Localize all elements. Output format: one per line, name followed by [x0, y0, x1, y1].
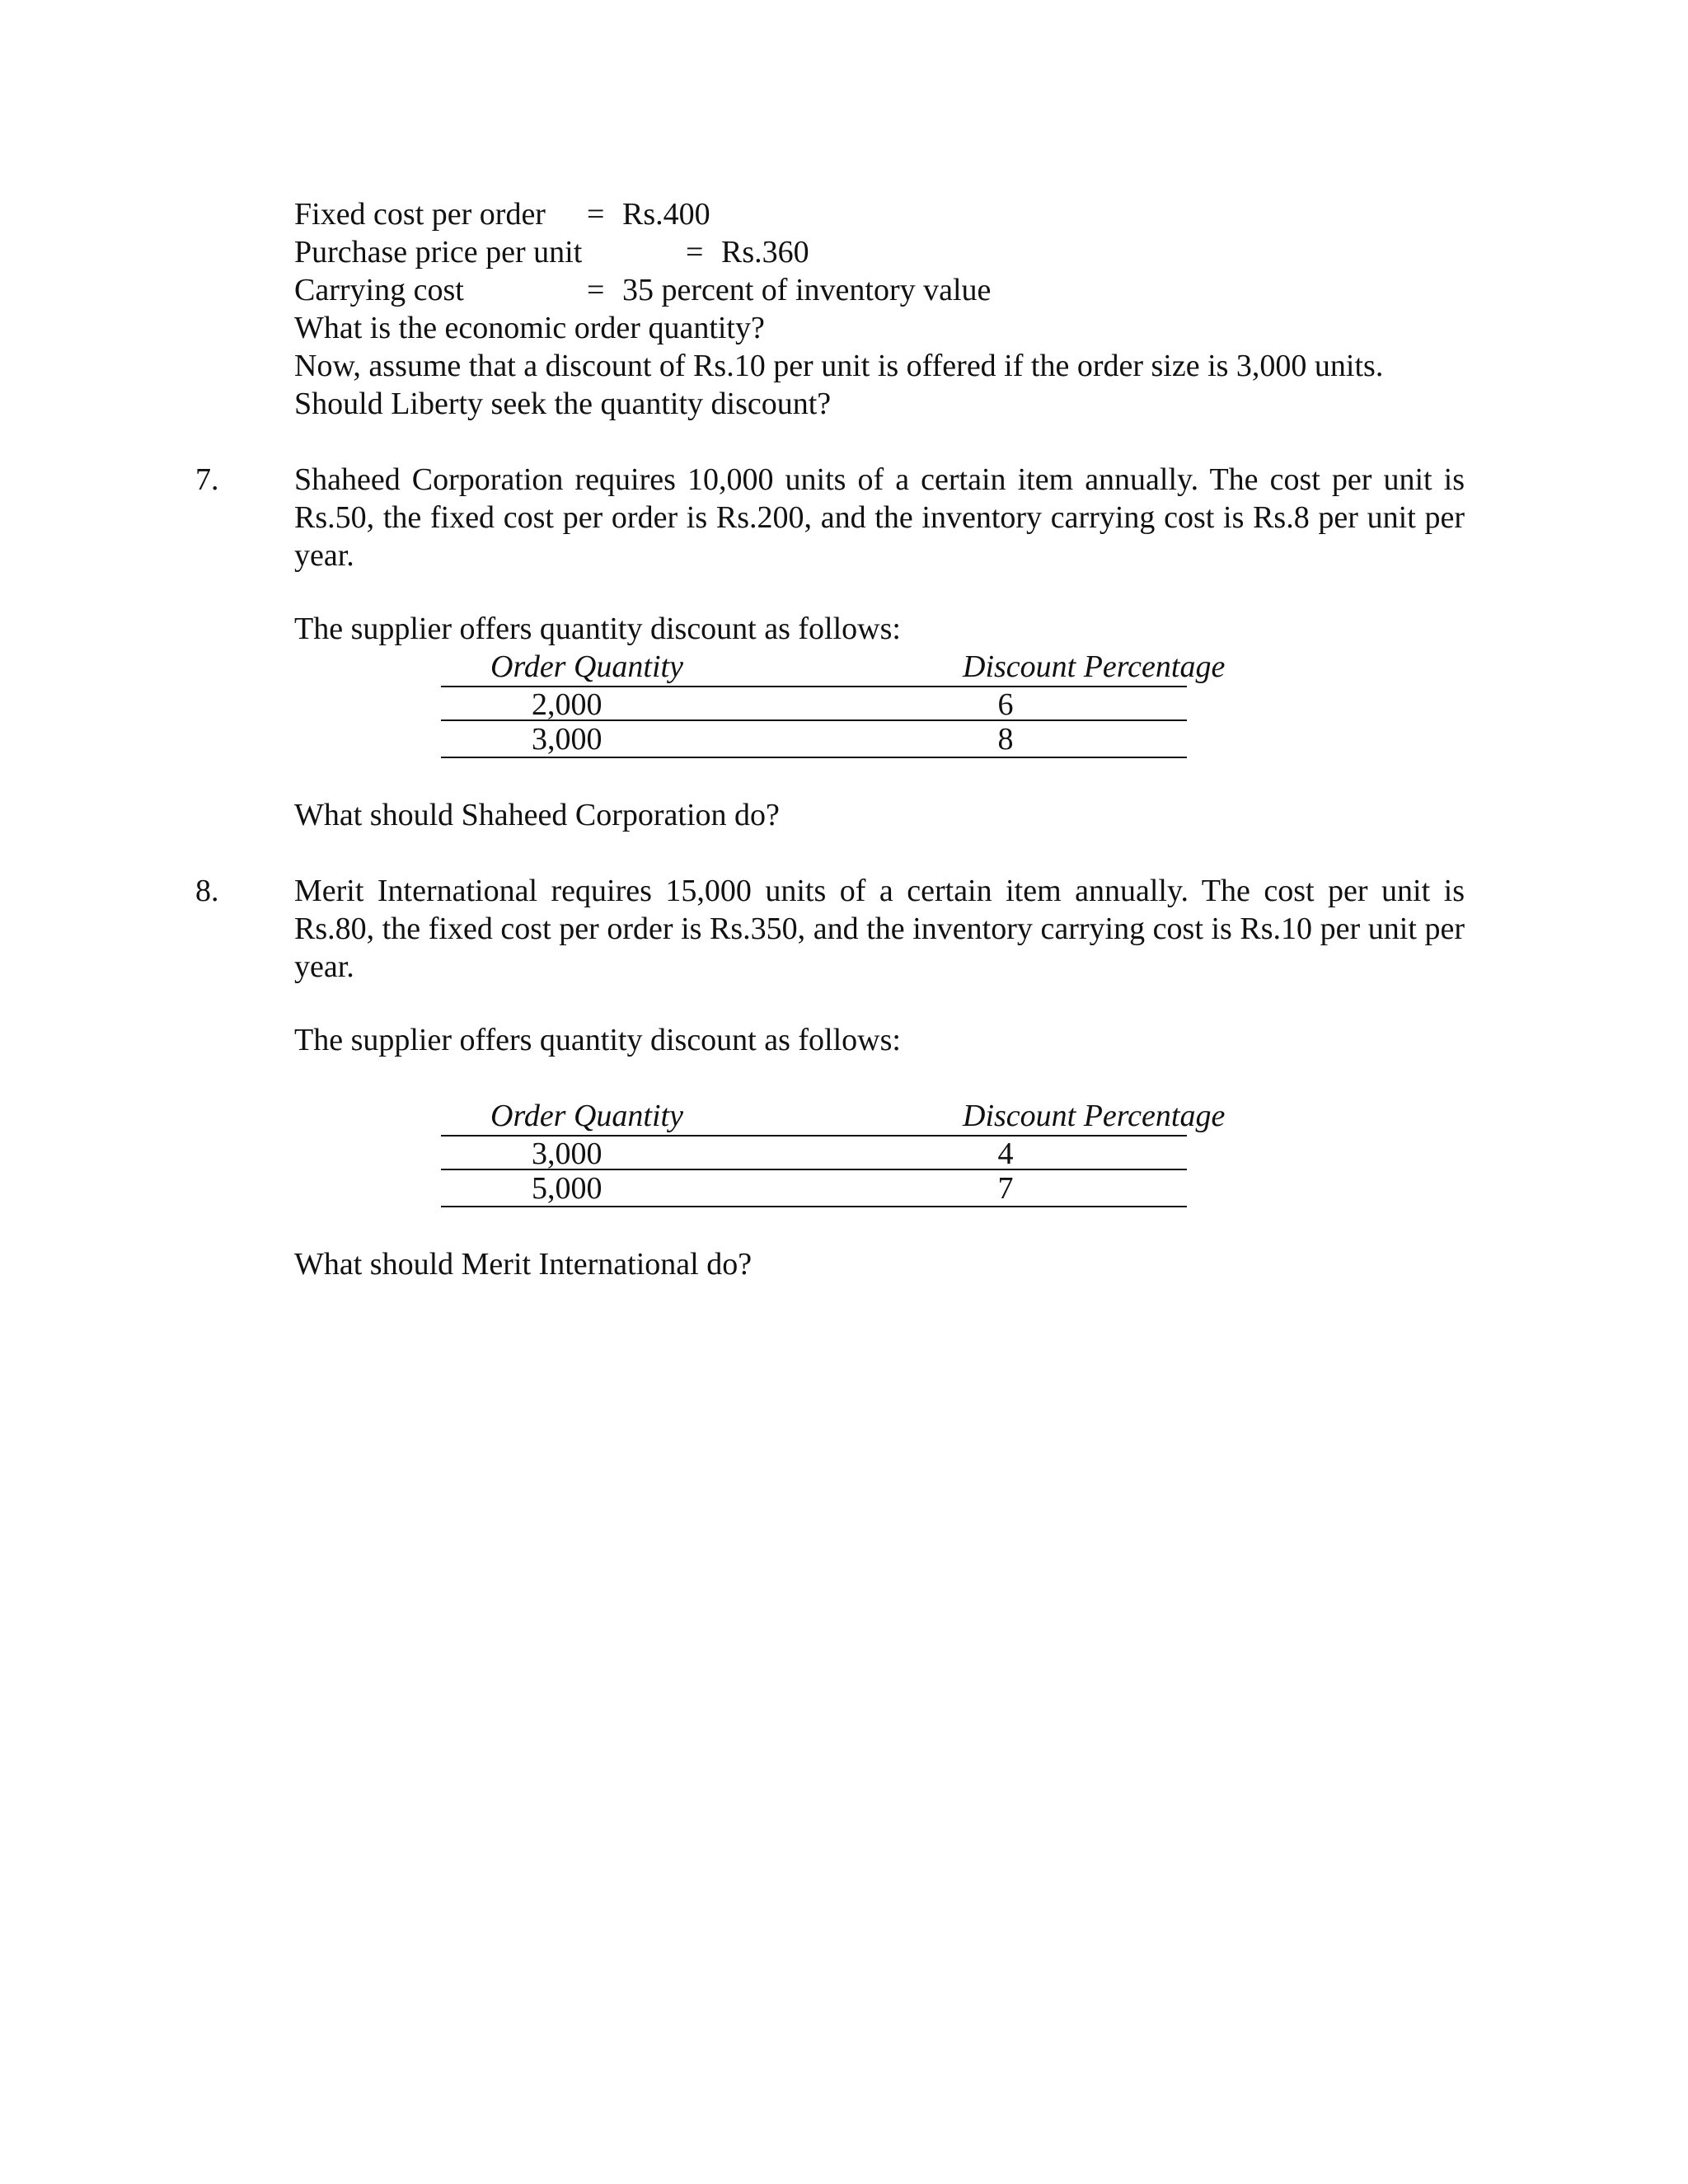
problem-7-text: Shaheed Corporation requires 10,000 units of a certain item annually. The cost per unit is Rs.50, the fixed cost per order is Rs.200, and the inventory carrying cost is Rs.8 per unit per year. — [294, 462, 1465, 573]
problem-7-intro: The supplier offers quantity discount as follows: — [294, 612, 901, 646]
question-eoq: What is the economic order quantity? — [294, 311, 765, 345]
table-cell-quantity: 2,000 — [532, 687, 603, 722]
table-header-order-quantity: Order Quantity — [490, 1099, 683, 1133]
table-cell-discount: 6 — [997, 687, 1014, 722]
problem-7-number: 7. — [195, 462, 219, 497]
problem-8-question: What should Merit International do? — [294, 1247, 753, 1282]
table-cell-quantity: 5,000 — [532, 1171, 603, 1206]
table-cell-discount: 4 — [997, 1137, 1014, 1171]
given-label-carrying-cost: Carrying cost — [294, 273, 464, 307]
given-value-purchase-price: Rs.360 — [721, 235, 809, 269]
given-eq-purchase-price: = — [686, 235, 704, 269]
given-label-fixed-cost: Fixed cost per order — [294, 197, 546, 232]
given-eq-carrying-cost: = — [587, 273, 605, 307]
table-header-discount-percentage: Discount Percentage — [963, 1099, 1226, 1133]
problem-7-question: What should Shaheed Corporation do? — [294, 798, 780, 832]
question-discount-offer: Now, assume that a discount of Rs.10 per unit is offered if the order size is 3,000 units. — [294, 349, 1384, 383]
given-eq-fixed-cost: = — [587, 197, 605, 232]
table-header-order-quantity: Order Quantity — [490, 649, 683, 684]
table-rule — [441, 757, 1187, 758]
given-value-fixed-cost: Rs.400 — [622, 197, 710, 232]
table-cell-discount: 8 — [997, 722, 1014, 757]
given-value-carrying-cost: 35 percent of inventory value — [622, 273, 992, 307]
table-rule — [441, 1206, 1187, 1207]
table-cell-quantity: 3,000 — [532, 722, 603, 757]
question-liberty-discount: Should Liberty seek the quantity discount? — [294, 387, 832, 421]
problem-8-number: 8. — [195, 874, 219, 908]
table-cell-discount: 7 — [997, 1171, 1014, 1206]
problem-8-intro: The supplier offers quantity discount as follows: — [294, 1023, 901, 1057]
table-header-discount-percentage: Discount Percentage — [963, 649, 1226, 684]
given-label-purchase-price: Purchase price per unit — [294, 235, 583, 269]
problem-8-text: Merit International requires 15,000 units of a certain item annually. The cost per unit is Rs.80, the fixed cost per order is Rs.350, and the inventory carrying cost is Rs.10 per unit per year. — [294, 874, 1465, 984]
table-cell-quantity: 3,000 — [532, 1137, 603, 1171]
